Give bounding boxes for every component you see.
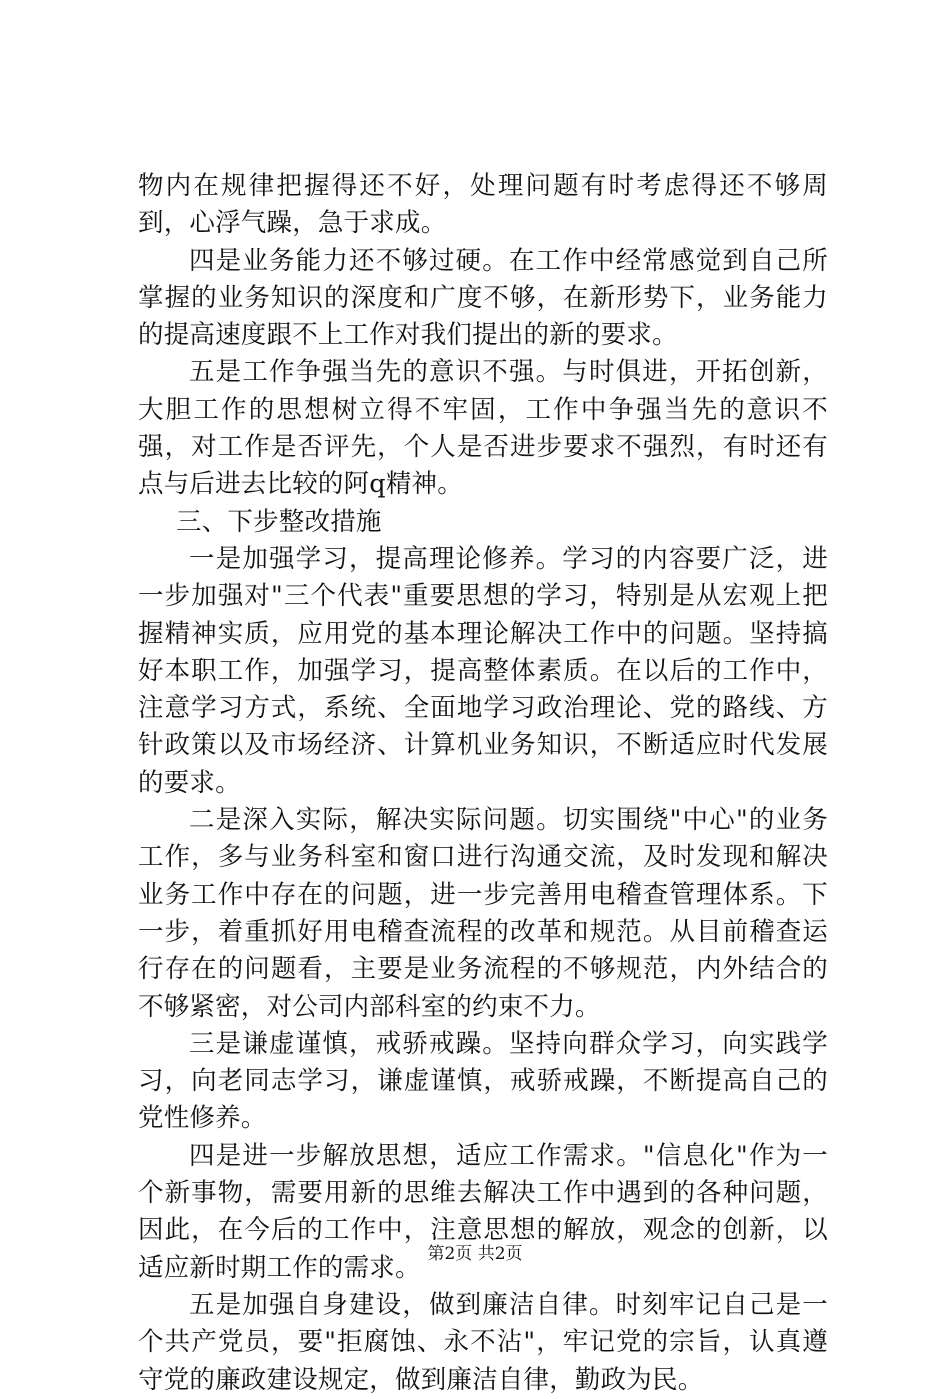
page-number-label: 第2页 共2页 [427,1244,523,1264]
page-footer [0,1243,950,1265]
paragraph-continuation: 物内在规律把握得还不好，处理问题有时考虑得还不够周到，心浮气躁，急于求成。 [138,171,828,239]
paragraph-point-four: 四是业务能力还不够过硬。在工作中经常感觉到自己所掌握的业务知识的深度和广度不够，在新形势下，业务能力的提高速度跟不上工作对我们提出的新的要求。 [138,245,828,351]
paragraph-measure-two: 二是深入实际，解决实际问题。切实围绕"中心"的业务工作，多与业务科室和窗口进行沟通交流，及时发现和解决业务工作中存在的问题，进一步完善用电稽查管理体系。下一步，着重抓好用电稽查流程的改革和规范。从目前稽查运行存在的问题看，主要是业务流程的不够规范，内外结合的不够紧密，对公司内部科室的约束不力。 [138,805,828,1022]
section-heading-rectification: 三、下步整改措施 [176,506,382,537]
paragraph-measure-three: 三是谦虚谨慎，戒骄戒躁。坚持向群众学习，向实践学习，向老同志学习，谦虚谨慎，戒骄戒躁，不断提高自己的党性修养。 [138,1028,828,1134]
paragraph-measure-five: 五是加强自身建设，做到廉洁自律。时刻牢记自己是一个共产党员，要"拒腐蚀、永不沾"，牢记党的宗旨，认真遵守党的廉政建设规定，做到廉洁自律，勤政为民。 [138,1289,828,1395]
paragraph-measure-one: 一是加强学习，提高理论修养。学习的内容要广泛，进一步加强对"三个代表"重要思想的学习，特别是从宏观上把握精神实质，应用党的基本理论解决工作中的问题。坚持搞好本职工作，加强学习，提高整体素质。在以后的工作中，注意学习方式，系统、全面地学习政治理论、党的路线、方针政策以及市场经济、计算机业务知识，不断适应时代发展的要求。 [138,543,828,798]
document-body [138,168,828,1399]
paragraph-measure-four: 四是进一步解放思想，适应工作需求。"信息化"作为一个新事物，需要用新的思维去解决工作中遇到的各种问题，因此，在今后的工作中，注意思想的解放，观念的创新，以适应新时期工作的需求。 [138,1140,828,1283]
paragraph-point-five: 五是工作争强当先的意识不强。与时俱进，开拓创新，大胆工作的思想树立得不牢固，工作中争强当先的意识不强，对工作是否评先，个人是否进步要求不强烈，有时还有点与后进去比较的阿q精神。 [138,357,828,500]
